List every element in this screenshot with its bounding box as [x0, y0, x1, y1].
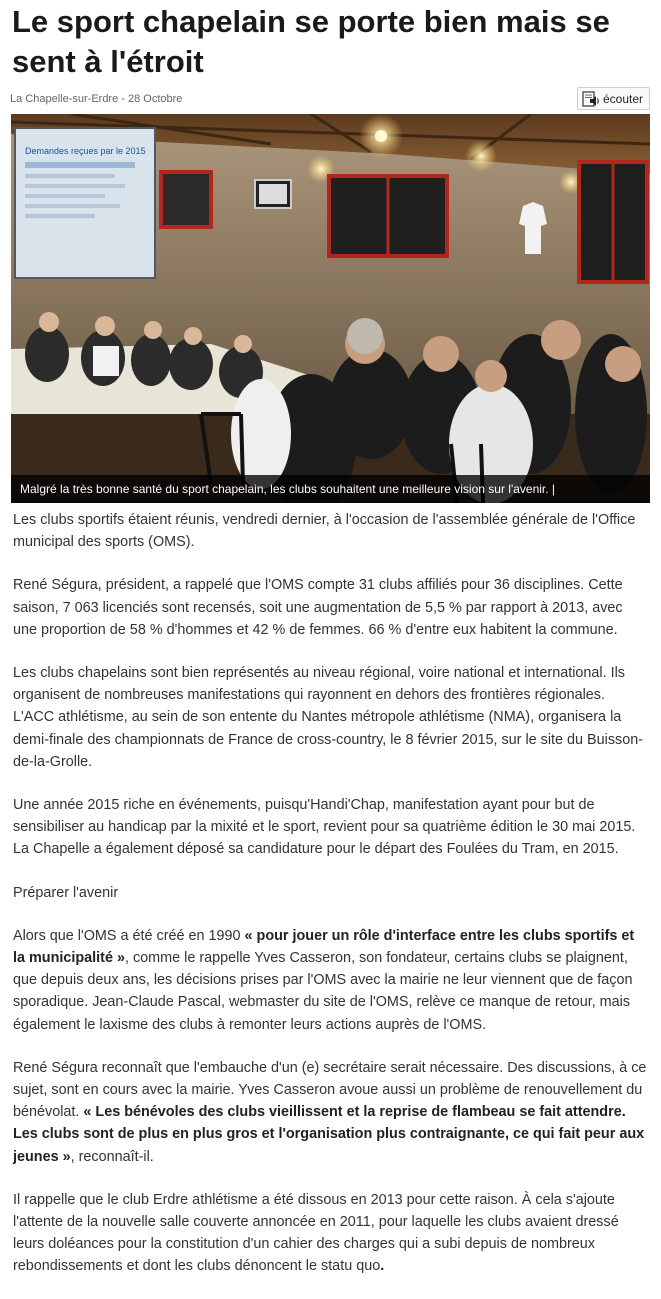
screen-heading: Demandes reçues par le 2015	[25, 146, 146, 156]
photo-caption: Malgré la très bonne santé du sport chapelain, les clubs souhaitent une meilleure vision sur l'avenir. |	[11, 475, 650, 503]
listen-label: écouter	[602, 91, 643, 106]
article-paragraph	[13, 925, 649, 1036]
paragraph-text: , reconnaît-il.	[70, 1148, 154, 1165]
paragraph-text: Préparer l'avenir	[13, 884, 119, 901]
article-paragraph	[13, 794, 649, 861]
projection-screen	[15, 128, 155, 278]
article-paragraph	[13, 509, 649, 553]
article-photo	[11, 114, 650, 503]
paragraph-text: Une année 2015 riche en événements, puisqu'Handi'Chap, manifestation ayant pour but de sensibiliser au handicap par la mixité et le sport, revient pour sa quatrième édition le 30 mai 2015. La Chapelle a également déposé sa candidature pour le départ des Foulées du Tram, en 2015.	[13, 797, 636, 858]
article-paragraph	[13, 662, 649, 773]
article-meta	[10, 86, 650, 112]
paragraph-text: Alors que l'OMS a été créé en 1990	[13, 927, 245, 944]
article-paragraph	[13, 1189, 649, 1278]
paragraph-text: , comme le rappelle Yves Casseron, son fondateur, certains clubs se plaignent, que depuis deux ans, les décisions prises par l'OMS avec la mairie ne leur viennent que de façon sporadique. Jean-Claude Pascal, webmaster du site de l'OMS, relève ce manque de retour, mais également le laxisme des clubs à remonter leurs actions auprès de l'OMS.	[13, 950, 633, 1033]
speaker-page-icon	[582, 91, 600, 107]
quote-text: .	[380, 1258, 385, 1275]
dateline: La Chapelle-sur-Erdre - 28 Octobre	[10, 93, 183, 105]
article-body	[13, 509, 649, 1299]
paragraph-text: Les clubs sportifs étaient réunis, vendredi dernier, à l'occasion de l'assemblée générale de l'Office municipal des sports (OMS).	[13, 512, 636, 551]
article-paragraph	[13, 1057, 649, 1168]
article-title: Le sport chapelain se porte bien mais se sent à l'étroit	[12, 4, 610, 79]
paragraph-text: Il rappelle que le club Erdre athlétisme a été dissous en 2013 pour cette raison. À cela s'ajoute l'attente de la nouvelle salle couverte annoncée en 2011, pour laquelle les clubs avaient dressé leurs doléances pour la constitution d'un cahier des charges qui a subi depuis de nombreux rebondissements et dont les clubs dénoncent le statu quo	[13, 1191, 619, 1275]
quote-text: « Les bénévoles des clubs vieillissent et la reprise de flambeau se fait attendre. Les clubs sont de plus en plus gros et l'organisation plus contraignante, ce qui fait peur aux jeunes »	[13, 1104, 645, 1165]
paragraph-text: René Ségura, président, a rappelé que l'OMS compte 31 clubs affiliés pour 36 disciplines. Cette saison, 7 063 licenciés sont recensés, soit une augmentation de 5,5 % par rapport à 2013, avec une proportion de 58 % d'hommes et 42 % de femmes. 66 % d'entre eux habitent la commune.	[13, 577, 623, 638]
listen-button[interactable]	[577, 87, 650, 110]
quote-text: « pour jouer un rôle d'interface entre les clubs sportifs et la municipalité »	[13, 927, 635, 967]
paragraph-text: René Ségura reconnaît que l'embauche d'un (e) secrétaire serait nécessaire. Des discussions, à ce sujet, sont en cours avec la mairie. Yves Casseron avoue aussi un problème de renouvellement du bénévolat.	[13, 1059, 647, 1121]
paragraph-text: Les clubs chapelains sont bien représentés au niveau régional, voire national et international. Ils organisent de nombreuses manifestations qui rayonnent en dehors des frontières régionales. L'ACC athlétisme, au sein de son entente du Nantes métropole athlétisme (NMA), organisera la demi-finale des championnats de France de cross-country, le 8 février 2015, sur le site du Buisson-de-la-Grolle.	[13, 665, 644, 770]
article-paragraph	[13, 574, 649, 641]
meeting-photo-illustration	[11, 114, 650, 503]
article-paragraph	[13, 882, 649, 904]
